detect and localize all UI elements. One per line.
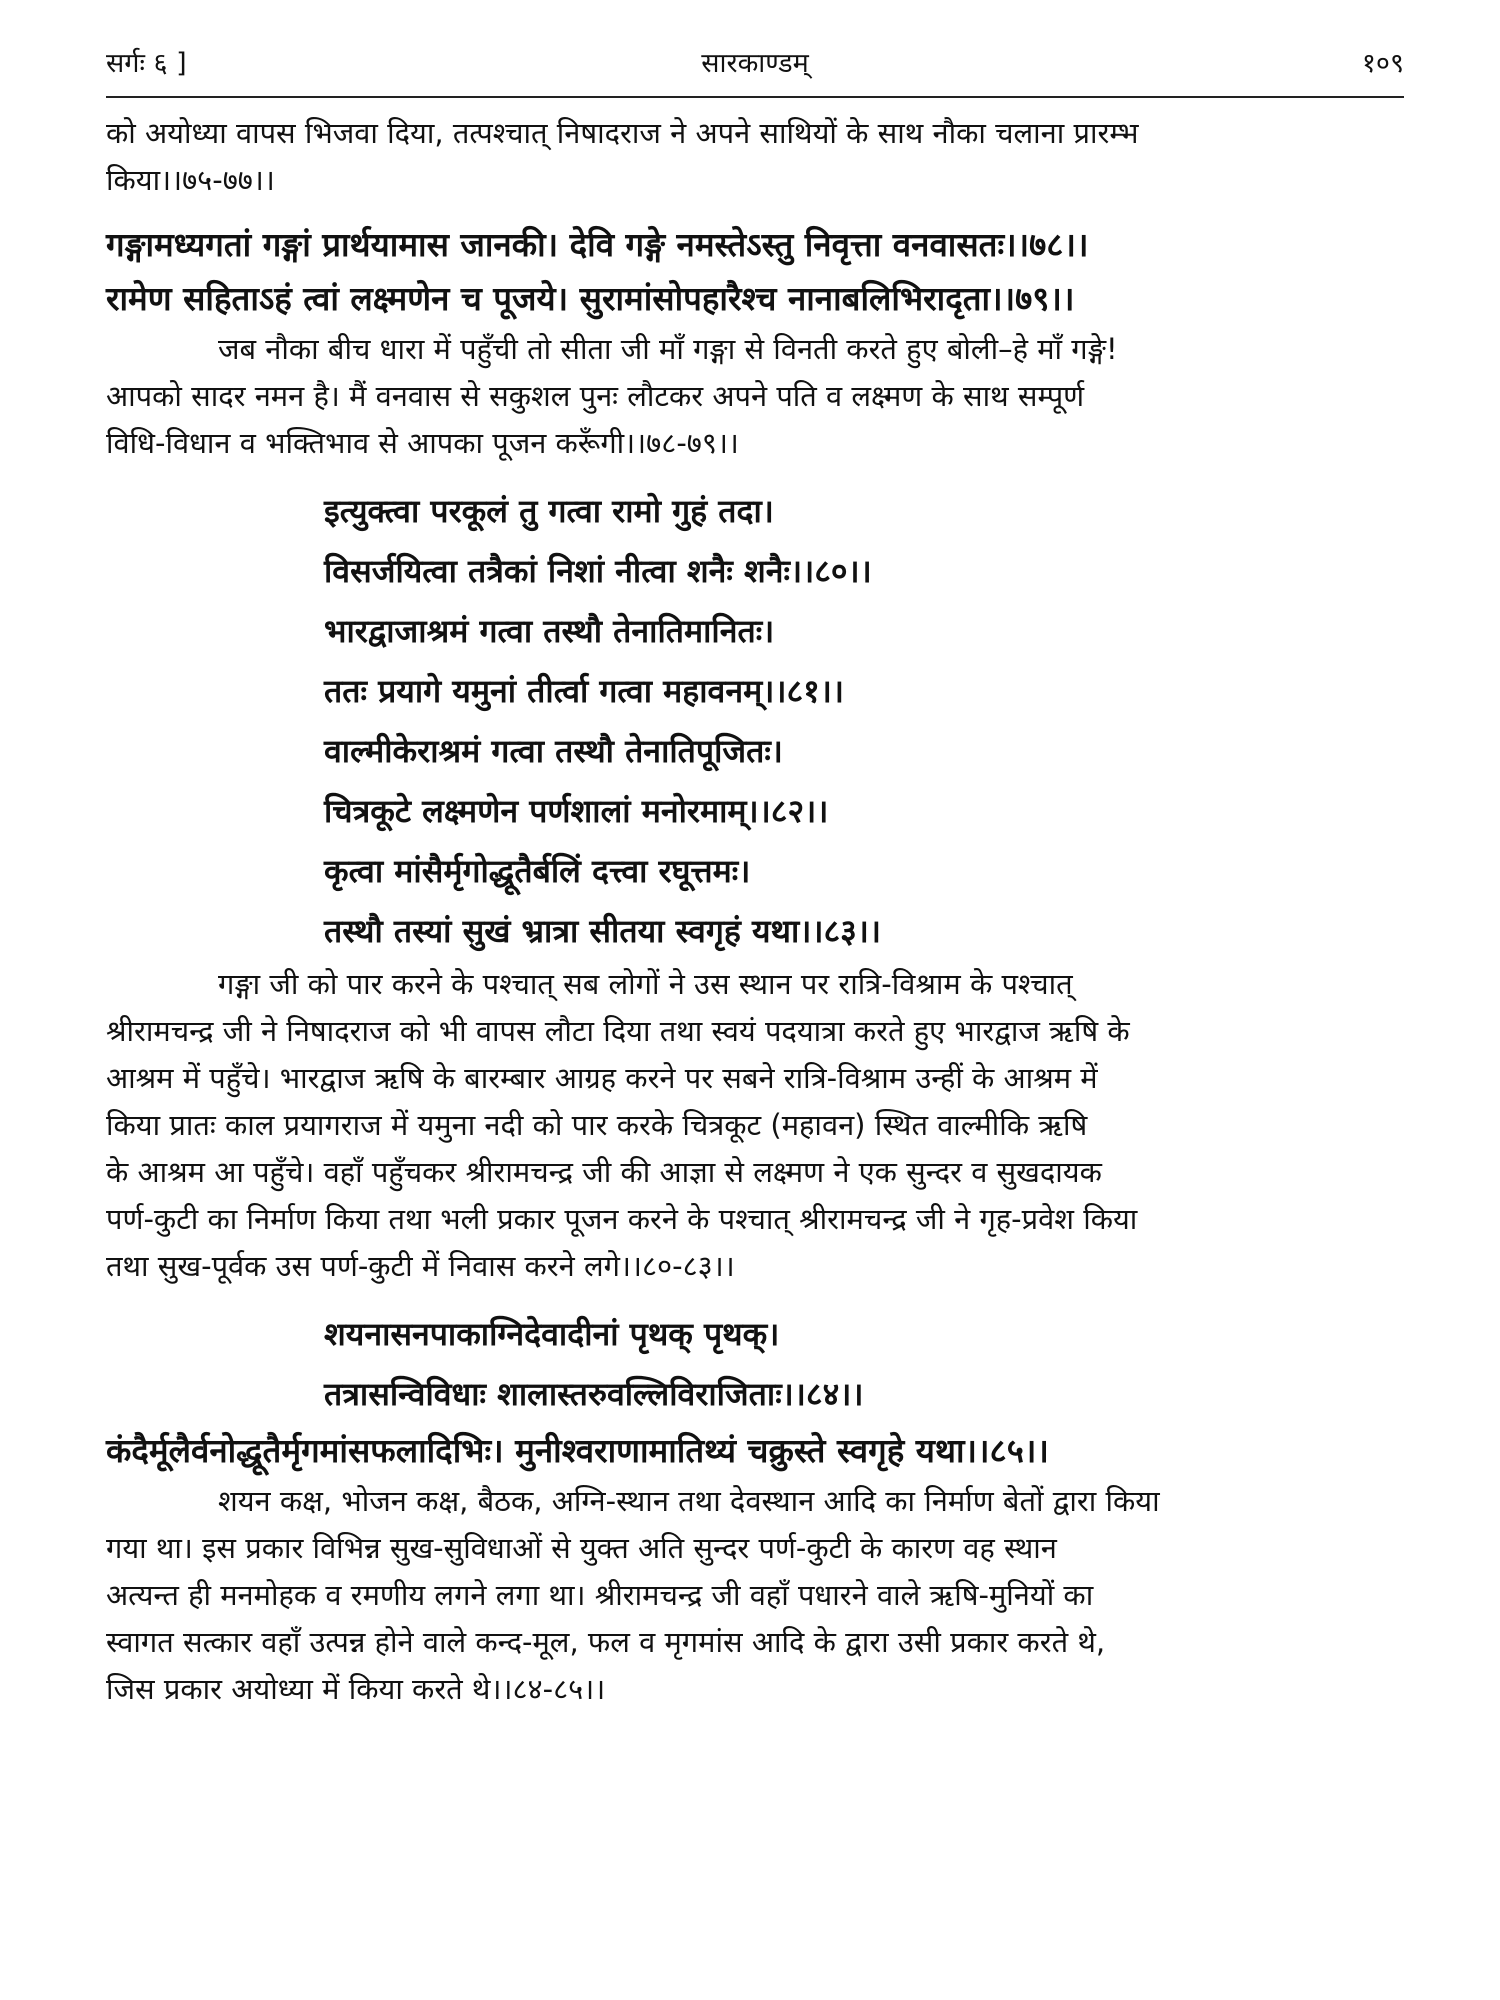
verse-line: गङ्गामध्यगतां गङ्गां प्रार्थयामास जानकी। देवि गङ्गे नमस्तेऽस्तु निवृत्ता वनवासतः।।७८।। (106, 225, 1089, 264)
verse-block-3 (106, 1304, 1404, 1478)
page-number: १०९ (1361, 48, 1404, 79)
commentary-line: विधि-विधान व भक्तिभाव से आपका पूजन करूँगी।।७८-७९।। (106, 426, 739, 460)
running-title: सारकाण्डम् (701, 48, 809, 79)
verse-line: कंदैर्मूलैर्वनोद्धूतैर्मृगमांसफलादिभिः। मुनीश्वराणामातिथ्यं चक्रुस्ते स्वगृहे यथा।।८५।। (106, 1431, 1049, 1470)
verse-line: इत्युक्त्वा परकूलं तु गत्वा रामो गुहं तदा। (324, 492, 774, 530)
verse-line: रामेण सहिताऽहं त्वां लक्ष्मणेन च पूजये। सुरामांसोपहारैश्च नानाबलिभिरादृता।।७९।। (106, 279, 1075, 318)
verse-line: तस्थौ तस्यां सुखं भ्रात्रा सीतया स्वगृहं यथा।।८३।। (324, 912, 882, 950)
verse-line: तत्रासन्विविधाः शालास्तरुवल्लिविराजिताः।।८४।। (324, 1375, 864, 1413)
verse-line: विसर्जयित्वा तत्रैकां निशां नीत्वा शनैः शनैः।।८०।। (324, 552, 872, 590)
commentary-line: शयन कक्ष, भोजन कक्ष, बैठक, अग्नि-स्थान तथा देवस्थान आदि का निर्माण बेतों द्वारा किया (218, 1484, 1160, 1518)
verse-line: शयनासनपाकाग्निदेवादीनां पृथक् पृथक्। (324, 1315, 780, 1353)
verse-line: भारद्वाजाश्रमं गत्वा तस्थौ तेनातिमानितः। (324, 612, 775, 650)
page-header (106, 32, 1404, 98)
commentary-block-1 (106, 110, 1404, 204)
commentary-line: को अयोध्या वापस भिजवा दिया, तत्पश्चात् निषादराज ने अपने साथियों के साथ नौका चलाना प्रारम्भ (106, 116, 1139, 150)
commentary-line: स्वागत सत्कार वहाँ उत्पन्न होने वाले कन्द-मूल, फल व मृगमांस आदि के द्वारा उसी प्रकार करते थे, (106, 1625, 1106, 1659)
commentary-block-2 (106, 326, 1404, 467)
commentary-line: आपको सादर नमन है। मैं वनवास से सकुशल पुनः लौटकर अपने पति व लक्ष्मण के साथ सम्पूर्ण (106, 379, 1085, 413)
commentary-line: तथा सुख-पूर्वक उस पर्ण-कुटी में निवास करने लगे।।८०-८३।। (106, 1249, 735, 1283)
verse-line: चित्रकूटे लक्ष्मणेन पर्णशालां मनोरमाम्।।८२।। (324, 792, 829, 830)
verse-line: वाल्मीकेराश्रमं गत्वा तस्थौ तेनातिपूजितः। (324, 732, 783, 770)
commentary-line: के आश्रम आ पहुँचे। वहाँ पहुँचकर श्रीरामचन्द्र जी की आज्ञा से लक्ष्मण ने एक सुन्दर व सुखदायक (106, 1155, 1102, 1189)
commentary-line: आश्रम में पहुँचे। भारद्वाज ऋषि के बारम्बार आग्रह करने पर सबने रात्रि-विश्राम उन्हीं के आश्रम में (106, 1061, 1098, 1095)
commentary-line: अत्यन्त ही मनमोहक व रमणीय लगने लगा था। श्रीरामचन्द्र जी वहाँ पधारने वाले ऋषि-मुनियों का (106, 1578, 1094, 1612)
commentary-block-4 (106, 1478, 1404, 1713)
commentary-line: किया।।७५-७७।। (106, 163, 275, 197)
commentary-block-3 (106, 961, 1404, 1290)
commentary-line: जब नौका बीच धारा में पहुँची तो सीता जी माँ गङ्गा से विनती करते हुए बोली–हे माँ गङ्गे! (218, 332, 1118, 366)
verse-block-1 (106, 218, 1404, 326)
verse-line: ततः प्रयागे यमुनां तीर्त्वा गत्वा महावनम्।।८१।। (324, 672, 845, 710)
commentary-line: जिस प्रकार अयोध्या में किया करते थे।।८४-८५।। (106, 1672, 606, 1706)
commentary-line: श्रीरामचन्द्र जी ने निषादराज को भी वापस लौटा दिया तथा स्वयं पदयात्रा करते हुए भारद्वाज ऋषि के (106, 1014, 1130, 1048)
commentary-line: पर्ण-कुटी का निर्माण किया तथा भली प्रकार पूजन करने के पश्चात् श्रीरामचन्द्र जी ने गृह-प्रवेश किया (106, 1202, 1138, 1236)
verse-line: कृत्वा मांसैर्मृगोद्धूतैर्बलिं दत्त्वा रघूत्तमः। (324, 852, 751, 890)
verse-block-2 (324, 481, 1404, 961)
chapter-marker: सर्गः ६ ] (106, 48, 187, 79)
commentary-line: गङ्गा जी को पार करने के पश्चात् सब लोगों ने उस स्थान पर रात्रि-विश्राम के पश्चात् (218, 967, 1073, 1001)
commentary-line: गया था। इस प्रकार विभिन्न सुख-सुविधाओं से युक्त अति सुन्दर पर्ण-कुटी के कारण वह स्थान (106, 1531, 1057, 1565)
commentary-line: किया प्रातः काल प्रयागराज में यमुना नदी को पार करके चित्रकूट (महावन) स्थित वाल्मीकि ऋषि (106, 1108, 1088, 1142)
